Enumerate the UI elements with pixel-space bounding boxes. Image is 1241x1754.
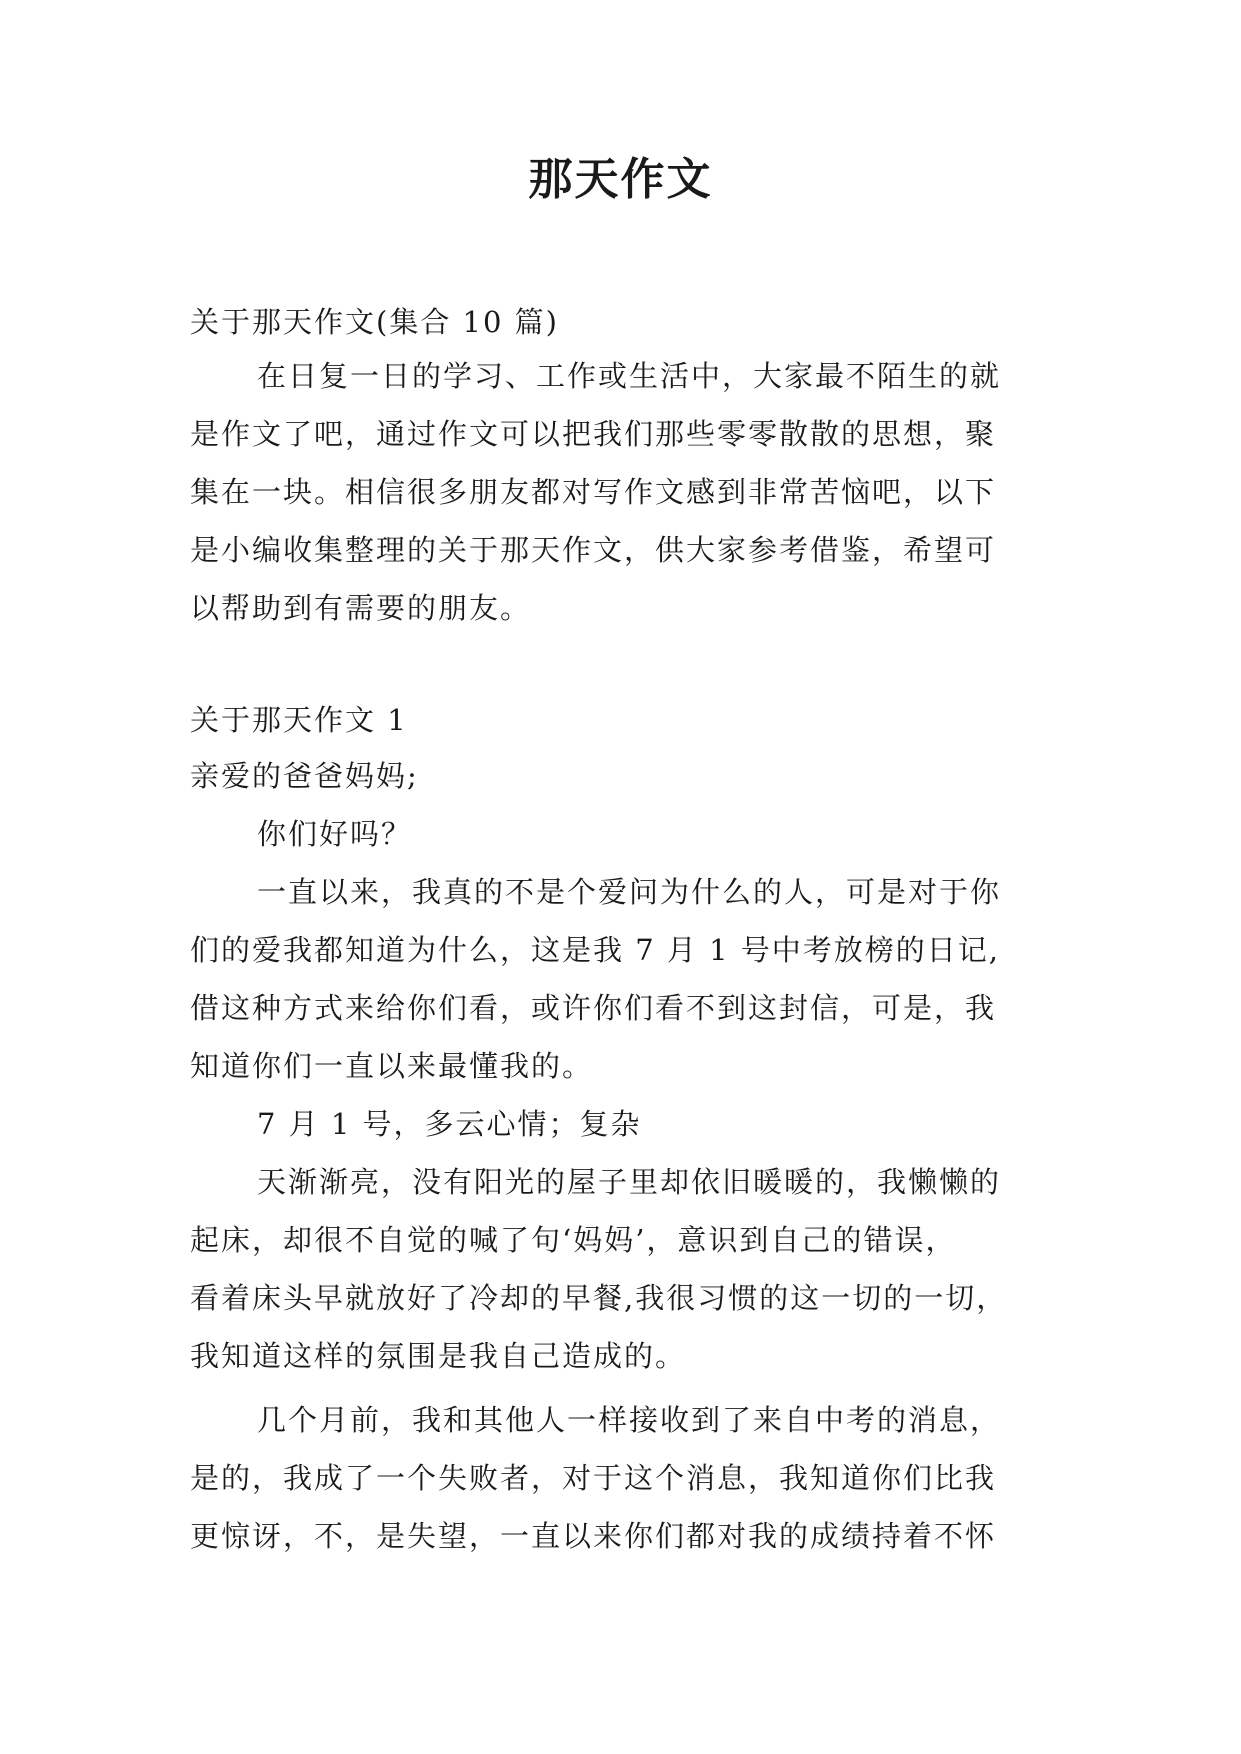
para2-line-4: 我知道这样的氛围是我自己造成的。 (190, 1339, 687, 1373)
intro-line-5: 以帮助到有需要的朋友。 (190, 591, 532, 625)
intro-line-3: 集在一块。相信很多朋友都对写作文感到非常苦恼吧，以下 (190, 475, 997, 509)
para2-line-1: 天渐渐亮，没有阳光的屋子里却依旧暖暖的，我懒懒的 (257, 1165, 1002, 1199)
date-line: 7 月 1 号，多云心情；复杂 (257, 1107, 642, 1141)
para3-line-3: 更惊讶，不，是失望，一直以来你们都对我的成绩持着不怀 (190, 1519, 997, 1553)
intro-line-2: 是作文了吧，通过作文可以把我们那些零零散散的思想，聚 (190, 417, 997, 451)
document-title: 那天作文 (528, 154, 713, 205)
para3-line-1: 几个月前，我和其他人一样接收到了来自中考的消息， (257, 1403, 1002, 1437)
para1-line-2: 们的爱我都知道为什么，这是我 7 月 1 号中考放榜的日记, (190, 933, 1000, 967)
para2-line-3: 看着床头早就放好了冷却的早餐,我很习惯的这一切的一切， (190, 1281, 1008, 1315)
greeting: 你们好吗？ (257, 817, 413, 851)
para1-line-3: 借这种方式来给你们看，或许你们看不到这封信，可是，我 (190, 991, 997, 1025)
para1-line-4: 知道你们一直以来最懂我的。 (190, 1049, 594, 1083)
section-title: 关于那天作文 1 (190, 703, 408, 737)
para1-line-1: 一直以来，我真的不是个爱问为什么的人，可是对于你 (257, 875, 1002, 909)
intro-line-1: 在日复一日的学习、工作或生活中，大家最不陌生的就 (257, 359, 1002, 393)
collection-heading: 关于那天作文(集合 10 篇) (190, 305, 559, 339)
para3-line-2: 是的，我成了一个失败者，对于这个消息，我知道你们比我 (190, 1461, 997, 1495)
para2-line-2: 起床，却很不自觉的喊了句‘妈妈’，意识到自己的错误， (190, 1223, 957, 1257)
salutation: 亲爱的爸爸妈妈; (190, 759, 419, 793)
intro-line-4: 是小编收集整理的关于那天作文，供大家参考借鉴，希望可 (190, 533, 997, 567)
